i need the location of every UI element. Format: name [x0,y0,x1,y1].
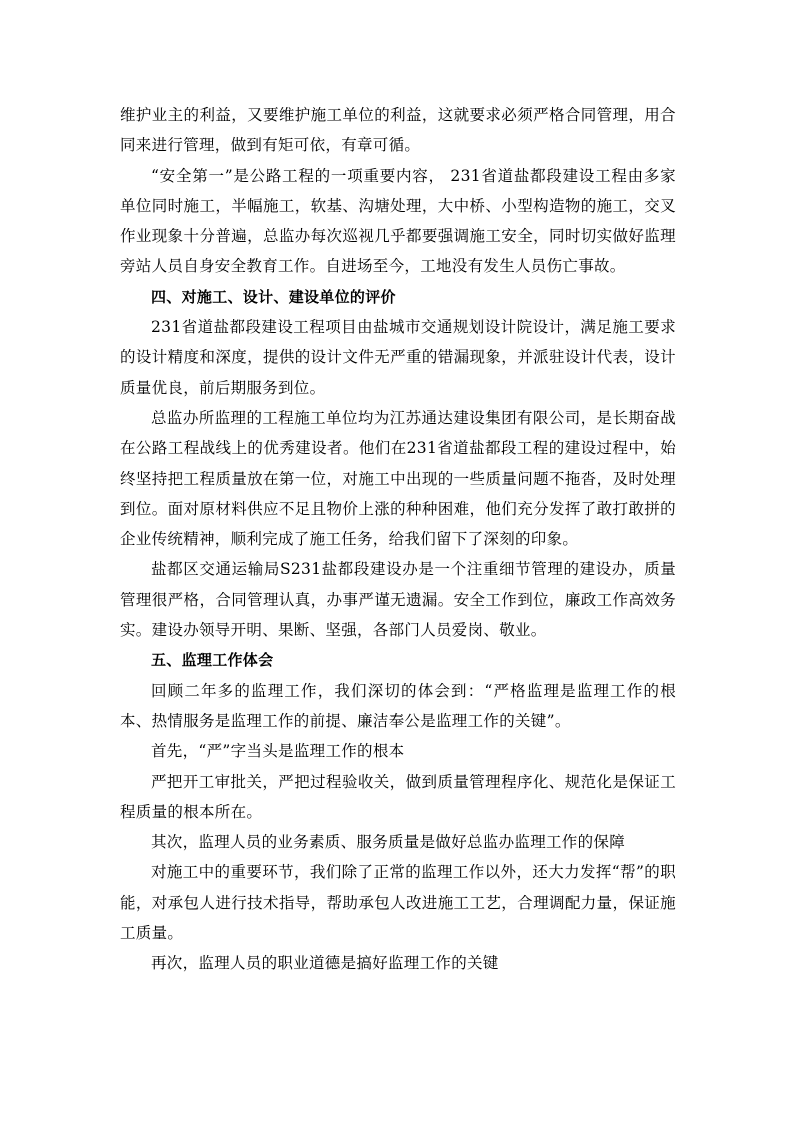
paragraph-contractor-evaluation: 总监办所监理的工程施工单位均为江苏通达建设集团有限公司，是长期奋战在公路工程战线上的优秀建设者。他们在231省道盐都段工程的建设过程中，始终坚持把工程质量放在第一位，对施工中出现的一些质量问题不拖沓，及时处理到位。面对原材料供应不足且物价上涨的种种困难，他们充分发挥了敢打敢拼的企业传统精神，顺利完成了施工任务，给我们留下了深刻的印象。 [120,408,676,549]
paragraph-first-detail: 严把开工审批关，严把过程验收关，做到质量管理程序化、规范化是保证工程质量的根本所在。 [120,772,676,821]
section-heading-evaluation: 四、对施工、设计、建设单位的评价 [151,287,396,306]
paragraph-third-point: 再次，监理人员的职业道德是搞好监理工作的关键 [151,954,499,973]
paragraph-design-evaluation: 231省道盐都段建设工程项目由盐城市交通规划设计院设计，满足施工要求的设计精度和深度，提供的设计文件无严重的错漏现象，并派驻设计代表，设计质量优良，前后期服务到位。 [120,318,676,397]
paragraph-first-point: 首先，“严”字当头是监理工作的根本 [151,742,405,761]
paragraph-contract-management: 维护业主的利益，又要维护施工单位的利益，这就要求必须严格合同管理，用合同来进行管理，做到有矩可依，有章可循。 [120,106,676,155]
document-page [120,100,676,979]
paragraph-safety-first: “安全第一”是公路工程的一项重要内容， 231省道盐都段建设工程由多家单位同时施工，半幅施工，软基、沟塘处理，大中桥、小型构造物的施工，交叉作业现象十分普遍，总监办每次巡视几乎都要强调施工安全，同时切实做好监理旁站人员自身安全教育工作。自进场至今，工地没有发生人员伤亡事故。 [120,166,676,276]
paragraph-second-point: 其次，监理人员的业务素质、服务质量是做好总监办监理工作的保障 [151,833,626,852]
paragraph-second-detail: 对施工中的重要环节，我们除了正常的监理工作以外，还大力发挥“帮”的职能，对承包人进行技术指导，帮助承包人改进施工工艺，合理调配力量，保证施工质量。 [120,863,676,943]
section-heading-experience: 五、监理工作体会 [151,651,274,670]
paragraph-experience-summary: 回顾二年多的监理工作，我们深切的体会到：“严格监理是监理工作的根本、热情服务是监理工作的前提、廉洁奉公是监理工作的关键”。 [120,681,676,730]
paragraph-owner-evaluation: 盐都区交通运输局S231盐都段建设办是一个注重细节管理的建设办，质量管理很严格，合同管理认真，办事严谨无遗漏。安全工作到位，廉政工作高效务实。建设办领导开明、果断、坚强，各部门人员爱岗、敬业。 [120,560,676,640]
